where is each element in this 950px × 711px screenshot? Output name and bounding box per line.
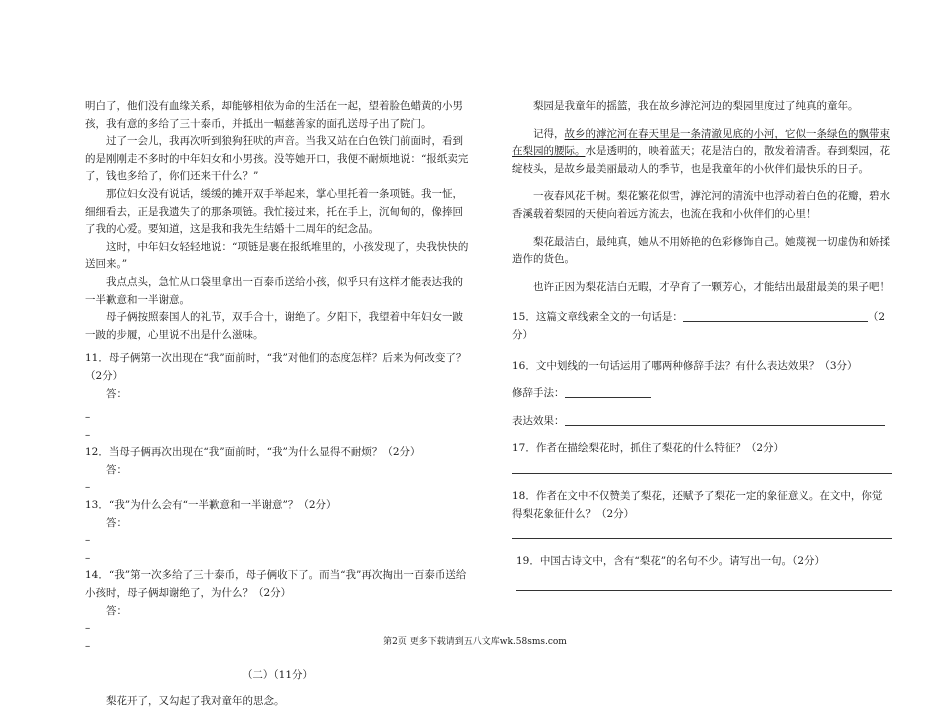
- answer-dash-12: –: [85, 481, 91, 494]
- question-12: 12．当母子俩再次出现在“我”面前时，“我”为什么显得不耐烦？（2分）: [85, 446, 421, 459]
- question-15-points-cont: 分）: [512, 328, 533, 341]
- answer-label-13: 答：: [106, 516, 127, 529]
- answer-label-14: 答：: [106, 604, 127, 617]
- story-paragraph-3: 那位妇女没有说话，缓缓的摊开双手举起来，掌心里托着一条项链。我一怔，细细看去，正是我遗失了的那条项链。我忙接过来，托在手上，沉甸甸的，像捧回了我的心爱。要知道，这是我和我先生结婚十二周年的纪念品。: [85, 187, 463, 236]
- spacer: [512, 375, 892, 385]
- spacer: [512, 116, 892, 126]
- underlined-sentence: 故乡的滹沱河在春天里是一条清澈见底的小河，它似一条绿色的飘带束在梨园的腰际。: [512, 127, 890, 158]
- answer-dash-13a: –: [85, 534, 91, 547]
- rhetoric-row: [512, 385, 892, 403]
- answer-line-19[interactable]: [516, 589, 892, 591]
- answer-dash-11b: –: [85, 428, 91, 441]
- section-title: （二）（11分）: [241, 669, 314, 682]
- answer-dash-14b: –: [85, 639, 91, 652]
- spacer: [512, 539, 892, 553]
- answer-dash-13b: –: [85, 551, 91, 564]
- pear-paragraph-1: 梨园是我童年的摇篮，我在故乡滹沱河边的梨园里度过了纯真的童年。: [533, 100, 859, 112]
- story-paragraph-6: 母子俩按照泰国人的礼节，双手合十，谢绝了。夕阳下，我望着中年妇女一跛一跛的步履，心里说不出是什么滋味。: [85, 311, 463, 341]
- question-13: 13．“我”为什么会有“一半歉意和一半谢意”？（2分）: [85, 499, 337, 512]
- question-11: 11．母子俩第一次出现在“我”面前时，“我”对他们的态度怎样？后来为何改变了？（2分）: [85, 352, 467, 382]
- page-footer: 第2页 更多下载请到五八文库wk.58sms.com: [383, 637, 567, 647]
- question-18: 18．作者在文中不仅赞美了梨花，还赋予了梨花一定的象征意义。在文中，你觉得梨花象征什么？（2分）: [512, 489, 883, 520]
- pear-paragraph-2: [512, 126, 892, 179]
- answer-blank-15[interactable]: [683, 309, 868, 322]
- question-15: [512, 309, 892, 327]
- pear-paragraph-5: 也许正因为梨花洁白无暇，才孕育了一颗芳心，才能结出最甜最美的果子吧！: [533, 280, 890, 293]
- pear-paragraph-3: 一夜春风花千树。梨花繁花似雪，滹沱河的清流中也浮动着白色的花瓣，碧水香溪载着梨园的天使向着远方流去，也流在我和小伙伴们的心里！: [512, 190, 890, 220]
- story-paragraph-5: 我点点头，急忙从口袋里拿出一百泰币送给小孩，似乎只有这样才能表达我的一半歉意和一半谢意。: [85, 275, 463, 306]
- question-19: 19．中国古诗文中，含有“梨花”的名句不少。请写出一句。（2分）: [516, 555, 826, 568]
- answer-dash-11a: –: [85, 411, 91, 424]
- question-16: 16．文中划线的一句话运用了哪两种修辞手法？有什么表达效果？（3分）: [512, 359, 858, 372]
- story-paragraph-1: 明白了，他们没有血缘关系，却能够相依为命的生活在一起，望着脸色蜡黄的小男孩，我有意的多给了三十泰币，并抵出一幅慈善家的面孔送母子出了院门。: [85, 100, 463, 130]
- spacer: [512, 523, 892, 537]
- spacer: [512, 178, 892, 188]
- question-15-points: （2: [867, 311, 886, 324]
- left-column: [85, 98, 470, 711]
- story-paragraph-4: 这时，中年妇女轻轻地说：“项链是裹在报纸堆里的，小孩发现了，央我快快的送回来。”: [85, 240, 469, 271]
- spacer: [512, 458, 892, 472]
- answer-label-12: 答：: [106, 463, 127, 476]
- rhetoric-blank[interactable]: [565, 385, 651, 398]
- spacer: [512, 269, 892, 279]
- story-paragraph-2: 过了一会儿，我再次听到狼狗狂吠的声音。当我又站在白色铁门前面时，看到的是刚刚走不多时的中年妇女和小男孩。没等她开口，我便不耐烦地说：“报纸卖完了，钱也多给了，你们还来干什么？”: [85, 135, 469, 183]
- pear-p2-rest: 水是透明的，映着蓝天；花是洁白的，散发着清香。春到梨园，花绽枝头，是故乡最美丽最动人的季节，也是我童年的小伙伴们最快乐的日子。: [512, 145, 890, 175]
- right-column: [512, 98, 892, 591]
- story2-opening: 梨花开了，又勾起了我对童年的思念。: [106, 695, 285, 707]
- pear-paragraph-4: 梨花最洁白，最纯真，她从不用娇艳的色彩修饰自己。她蔑视一切虚伪和娇揉造作的货色。: [512, 235, 890, 266]
- effect-label: 表达效果：: [512, 414, 565, 427]
- rhetoric-label: 修辞手法：: [512, 387, 565, 400]
- effect-blank[interactable]: [565, 413, 885, 426]
- spacer: [512, 403, 892, 413]
- spacer: [512, 430, 892, 440]
- pear-p2-start: 记得，: [533, 127, 565, 140]
- question-15-text: 15．这篇文章线索全文的一句话是：: [512, 311, 683, 324]
- spacer: [512, 474, 892, 488]
- spacer: [512, 571, 892, 589]
- effect-row: [512, 413, 892, 431]
- spacer: [512, 345, 892, 358]
- question-17: 17．作者在描绘梨花时，抓住了梨花的什么特征？（2分）: [512, 442, 785, 455]
- answer-label-11: 答：: [106, 387, 127, 400]
- question-14: 14．“我”第一次多给了三十泰币，母子俩收下了。而当“我”再次掏出一百泰币送给小孩时，母子俩却谢绝了，为什么？（2分）: [85, 569, 467, 600]
- spacer: [512, 296, 892, 309]
- spacer: [512, 224, 892, 234]
- answer-dash-14a: –: [85, 622, 91, 635]
